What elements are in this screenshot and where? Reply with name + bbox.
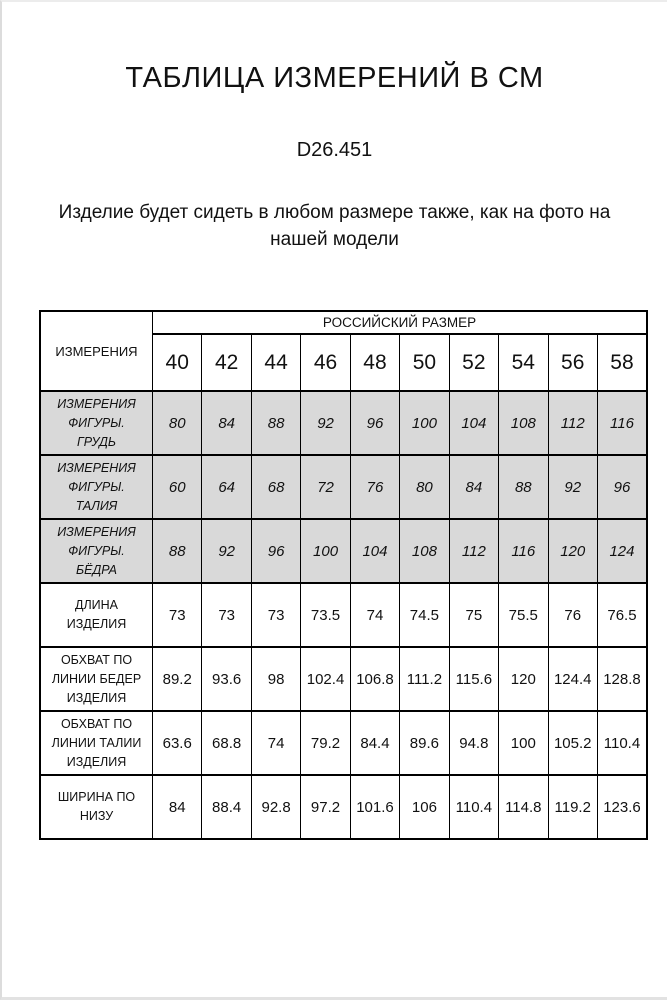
value-cell: 74.5 [400, 583, 449, 647]
table-row [40, 583, 647, 647]
value-cell: 76 [548, 583, 597, 647]
size-header: 58 [597, 334, 647, 391]
size-header: 50 [400, 334, 449, 391]
value-cell: 104 [449, 391, 498, 455]
value-cell: 102.4 [301, 647, 350, 711]
value-cell: 92 [301, 391, 350, 455]
value-cell: 88 [499, 455, 548, 519]
measurement-table [39, 310, 648, 840]
value-cell: 84 [153, 775, 202, 839]
size-header: 42 [202, 334, 251, 391]
value-cell: 108 [400, 519, 449, 583]
value-cell: 123.6 [597, 775, 647, 839]
value-cell: 106 [400, 775, 449, 839]
value-cell: 110.4 [449, 775, 498, 839]
value-cell: 116 [499, 519, 548, 583]
value-cell: 96 [350, 391, 399, 455]
value-cell: 68 [251, 455, 300, 519]
value-cell: 60 [153, 455, 202, 519]
value-cell: 116 [597, 391, 647, 455]
page-title: ТАБЛИЦА ИЗМЕРЕНИЙ В СМ [125, 62, 544, 94]
row-label: ШИРИНА ПО НИЗУ [40, 775, 153, 839]
row-label: ИЗМЕРЕНИЯ ФИГУРЫ. БЁДРА [40, 519, 153, 583]
value-cell: 120 [499, 647, 548, 711]
value-cell: 110.4 [597, 711, 647, 775]
value-cell: 124 [597, 519, 647, 583]
value-cell: 89.2 [153, 647, 202, 711]
value-cell: 100 [499, 711, 548, 775]
value-cell: 112 [548, 391, 597, 455]
value-cell: 84 [449, 455, 498, 519]
value-cell: 100 [301, 519, 350, 583]
size-header: 40 [153, 334, 202, 391]
value-cell: 84 [202, 391, 251, 455]
value-cell: 88 [153, 519, 202, 583]
row-label: ОБХВАТ ПО ЛИНИИ ТАЛИИ ИЗДЕЛИЯ [40, 711, 153, 775]
value-cell: 96 [597, 455, 647, 519]
table-row [40, 775, 647, 839]
fit-note: Изделие будет сидеть в любом размере также, как на фото на нашей модели [58, 202, 611, 250]
value-cell: 94.8 [449, 711, 498, 775]
row-label: ОБХВАТ ПО ЛИНИИ БЕДЕР ИЗДЕЛИЯ [40, 647, 153, 711]
model-code: D26.451 [296, 139, 373, 161]
value-cell: 84.4 [350, 711, 399, 775]
size-header: 56 [548, 334, 597, 391]
value-cell: 111.2 [400, 647, 449, 711]
value-cell: 108 [499, 391, 548, 455]
value-cell: 92 [202, 519, 251, 583]
value-cell: 92 [548, 455, 597, 519]
size-header: 52 [449, 334, 498, 391]
value-cell: 74 [251, 711, 300, 775]
value-cell: 80 [153, 391, 202, 455]
size-header: 44 [251, 334, 300, 391]
value-cell: 68.8 [202, 711, 251, 775]
value-cell: 88.4 [202, 775, 251, 839]
value-cell: 74 [350, 583, 399, 647]
value-cell: 89.6 [400, 711, 449, 775]
size-header: 48 [350, 334, 399, 391]
row-label: ДЛИНА ИЗДЕЛИЯ [40, 583, 153, 647]
value-cell: 104 [350, 519, 399, 583]
value-cell: 73.5 [301, 583, 350, 647]
value-cell: 98 [251, 647, 300, 711]
value-cell: 76 [350, 455, 399, 519]
value-cell: 96 [251, 519, 300, 583]
value-cell: 73 [251, 583, 300, 647]
value-cell: 119.2 [548, 775, 597, 839]
value-cell: 75.5 [499, 583, 548, 647]
table-row [40, 647, 647, 711]
value-cell: 93.6 [202, 647, 251, 711]
table-header [40, 311, 647, 391]
group-header: РОССИЙСКИЙ РАЗМЕР [153, 311, 648, 334]
value-cell: 72 [301, 455, 350, 519]
value-cell: 64 [202, 455, 251, 519]
value-cell: 80 [400, 455, 449, 519]
table-row [40, 519, 647, 583]
value-cell: 106.8 [350, 647, 399, 711]
row-label: ИЗМЕРЕНИЯ ФИГУРЫ. ТАЛИЯ [40, 455, 153, 519]
value-cell: 75 [449, 583, 498, 647]
value-cell: 114.8 [499, 775, 548, 839]
value-cell: 73 [153, 583, 202, 647]
size-header: 54 [499, 334, 548, 391]
value-cell: 124.4 [548, 647, 597, 711]
value-cell: 63.6 [153, 711, 202, 775]
value-cell: 76.5 [597, 583, 647, 647]
value-cell: 115.6 [449, 647, 498, 711]
table-body [40, 391, 647, 839]
value-cell: 97.2 [301, 775, 350, 839]
value-cell: 100 [400, 391, 449, 455]
value-cell: 79.2 [301, 711, 350, 775]
size-header: 46 [301, 334, 350, 391]
table-row [40, 455, 647, 519]
value-cell: 120 [548, 519, 597, 583]
value-cell: 128.8 [597, 647, 647, 711]
table-row [40, 391, 647, 455]
value-cell: 105.2 [548, 711, 597, 775]
value-cell: 73 [202, 583, 251, 647]
corner-header: ИЗМЕРЕНИЯ [40, 311, 153, 391]
row-label: ИЗМЕРЕНИЯ ФИГУРЫ. ГРУДЬ [40, 391, 153, 455]
value-cell: 88 [251, 391, 300, 455]
value-cell: 101.6 [350, 775, 399, 839]
group-header-row [40, 311, 647, 334]
table-row [40, 711, 647, 775]
value-cell: 112 [449, 519, 498, 583]
value-cell: 92.8 [251, 775, 300, 839]
